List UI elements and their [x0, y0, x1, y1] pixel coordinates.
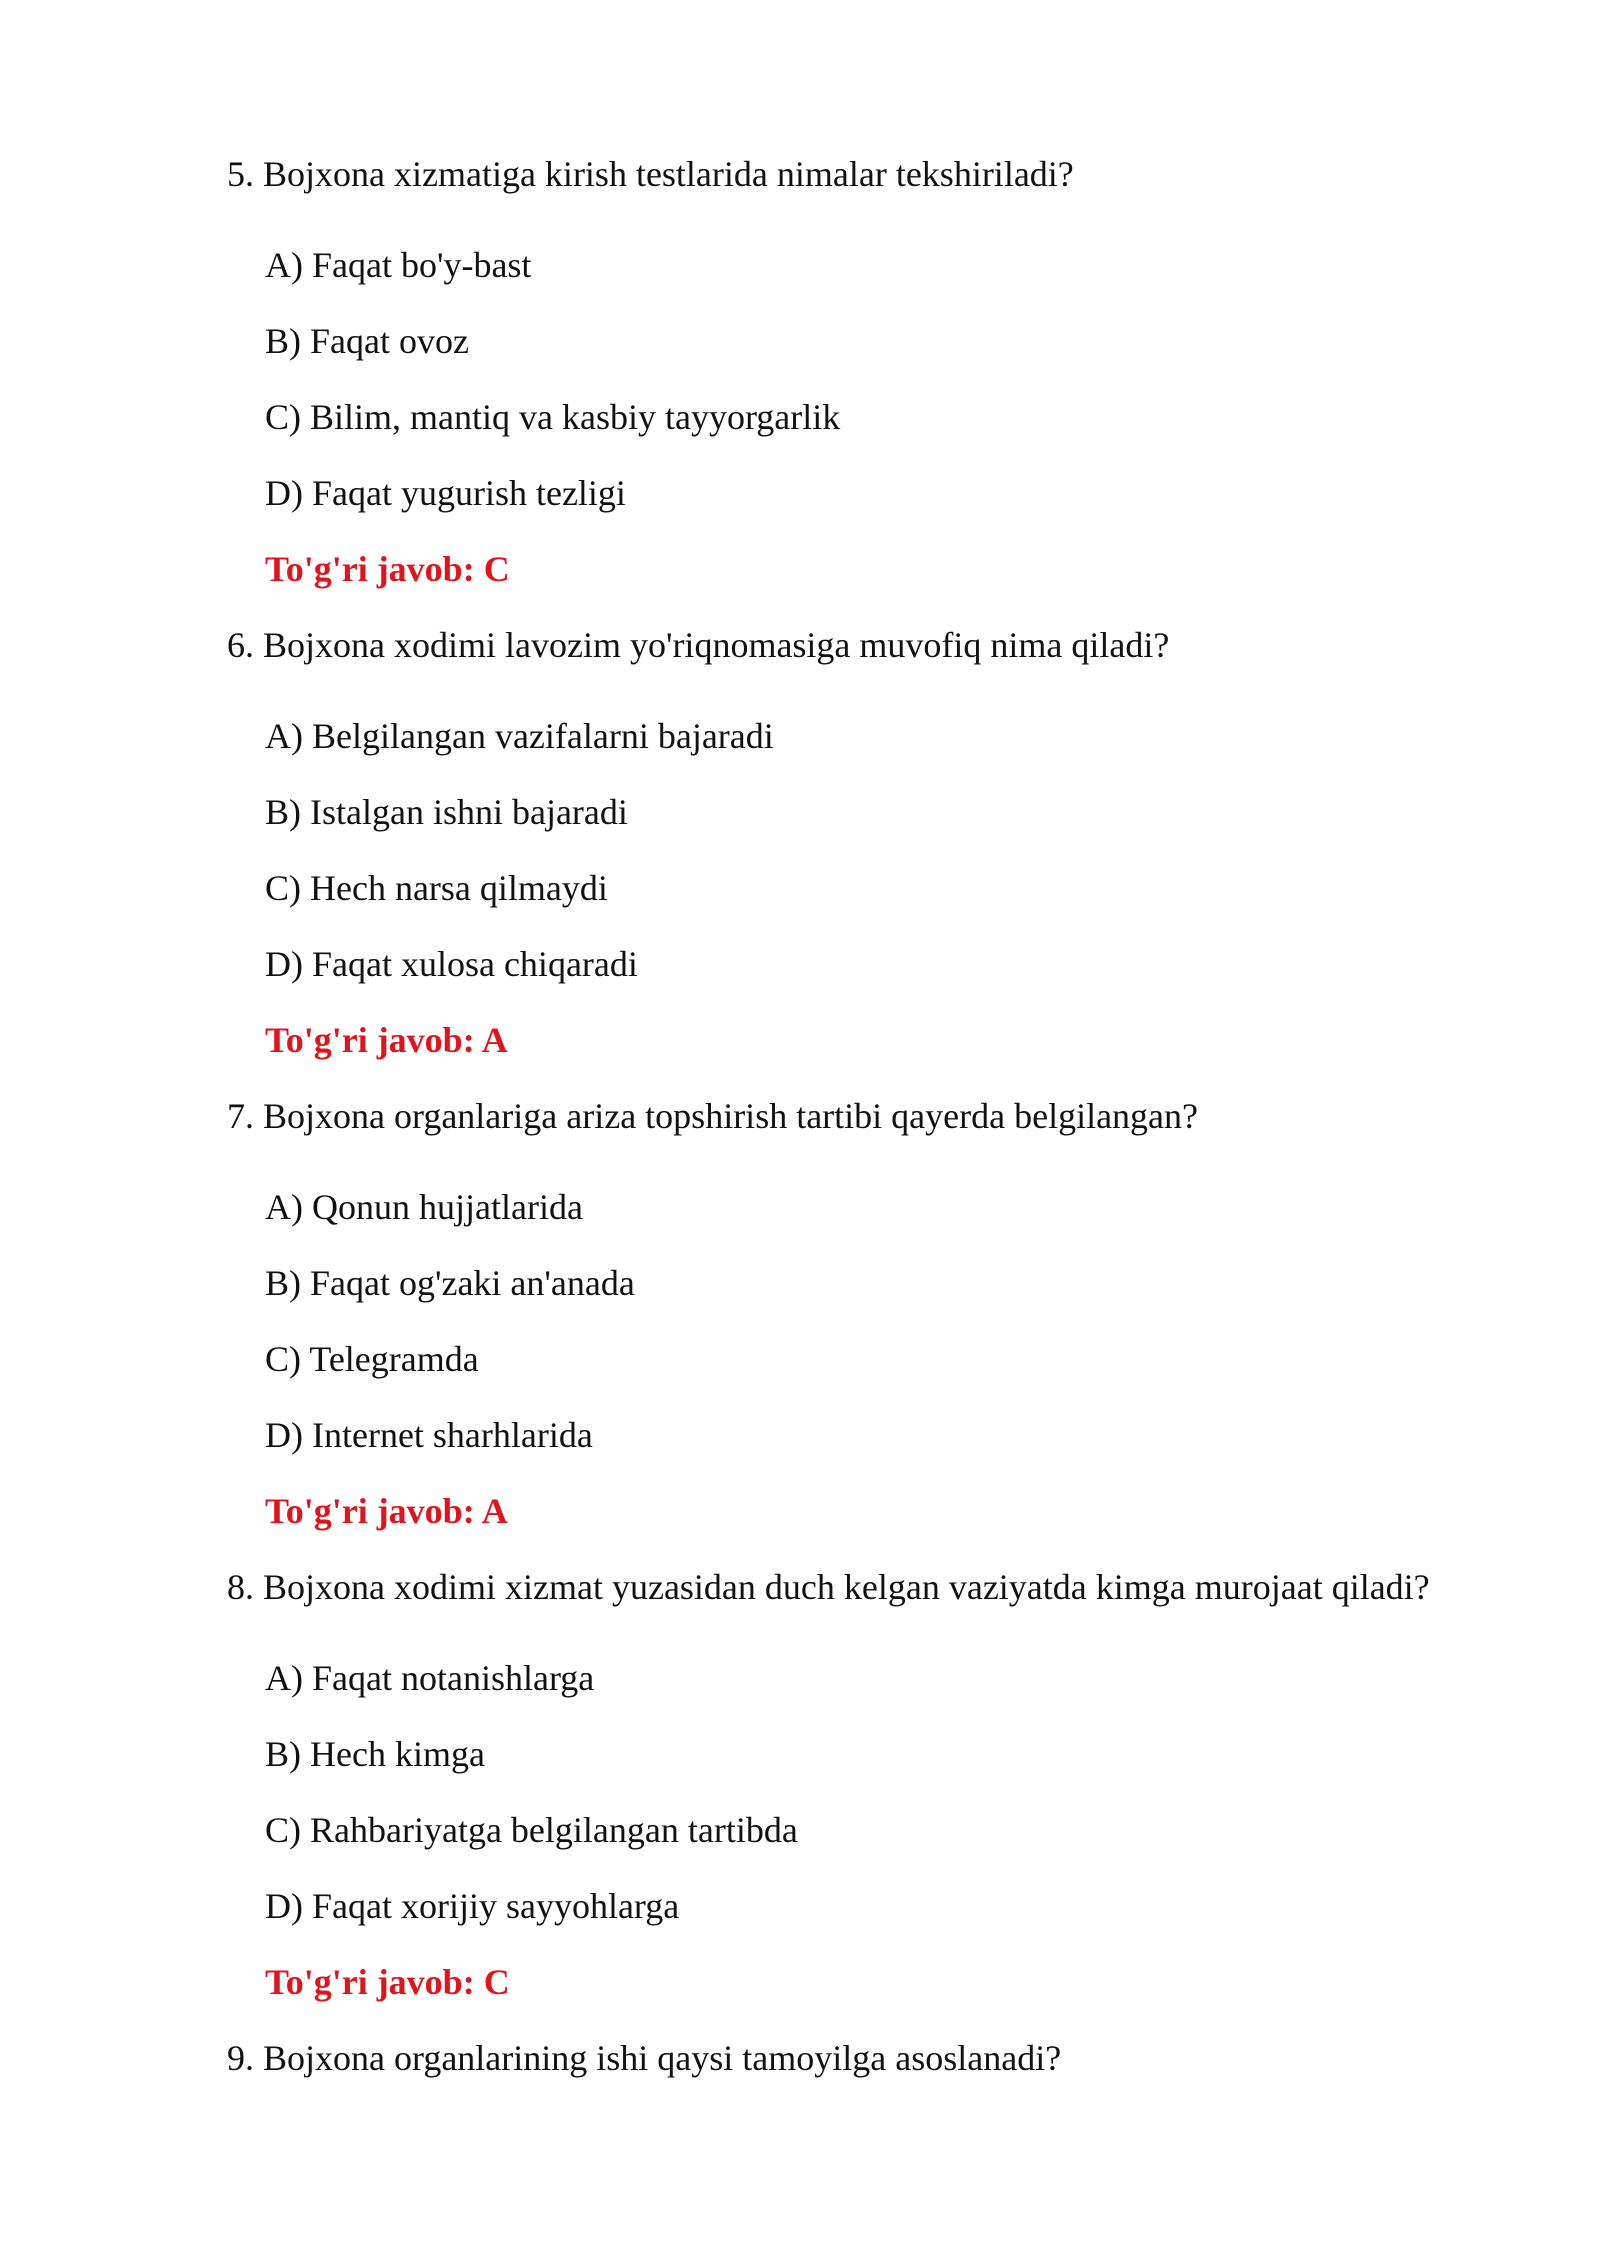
correct-answer: To'g'ri javob: C: [265, 1962, 510, 2002]
option-c: C) Bilim, mantiq va kasbiy tayyorgarlik: [265, 397, 841, 437]
option-d: D) Faqat yugurish tezligi: [265, 473, 626, 513]
option-b: B) Faqat ovoz: [265, 321, 469, 361]
option-c: C) Rahbariyatga belgilangan tartibda: [265, 1810, 798, 1850]
option-a: A) Belgilangan vazifalarni bajaradi: [265, 716, 774, 756]
option-c: C) Hech narsa qilmaydi: [265, 868, 608, 908]
option-d: D) Internet sharhlarida: [265, 1415, 593, 1455]
option-b: B) Istalgan ishni bajaradi: [265, 792, 628, 832]
correct-answer: To'g'ri javob: A: [265, 1020, 508, 1060]
option-a: A) Qonun hujjatlarida: [265, 1187, 583, 1227]
option-d: D) Faqat xorijiy sayyohlarga: [265, 1886, 680, 1926]
question-text: 6. Bojxona xodimi lavozim yo'riqnomasiga muvofiq nima qiladi?: [227, 625, 1170, 665]
option-c: C) Telegramda: [265, 1339, 479, 1379]
question-text: 8. Bojxona xodimi xizmat yuzasidan duch kelgan vaziyatda kimga murojaat qiladi?: [227, 1567, 1430, 1607]
correct-answer: To'g'ri javob: C: [265, 549, 510, 589]
question-text: 7. Bojxona organlariga ariza topshirish tartibi qayerda belgilangan?: [227, 1096, 1199, 1136]
option-a: A) Faqat bo'y-bast: [265, 245, 532, 285]
question-text: 5. Bojxona xizmatiga kirish testlarida nimalar tekshiriladi?: [227, 154, 1074, 194]
question-text: 9. Bojxona organlarining ishi qaysi tamoyilga asoslanadi?: [227, 2038, 1062, 2078]
option-b: B) Faqat og'zaki an'anada: [265, 1263, 635, 1303]
option-d: D) Faqat xulosa chiqaradi: [265, 944, 638, 984]
option-a: A) Faqat notanishlarga: [265, 1658, 595, 1698]
correct-answer: To'g'ri javob: A: [265, 1491, 508, 1531]
option-b: B) Hech kimga: [265, 1734, 485, 1774]
